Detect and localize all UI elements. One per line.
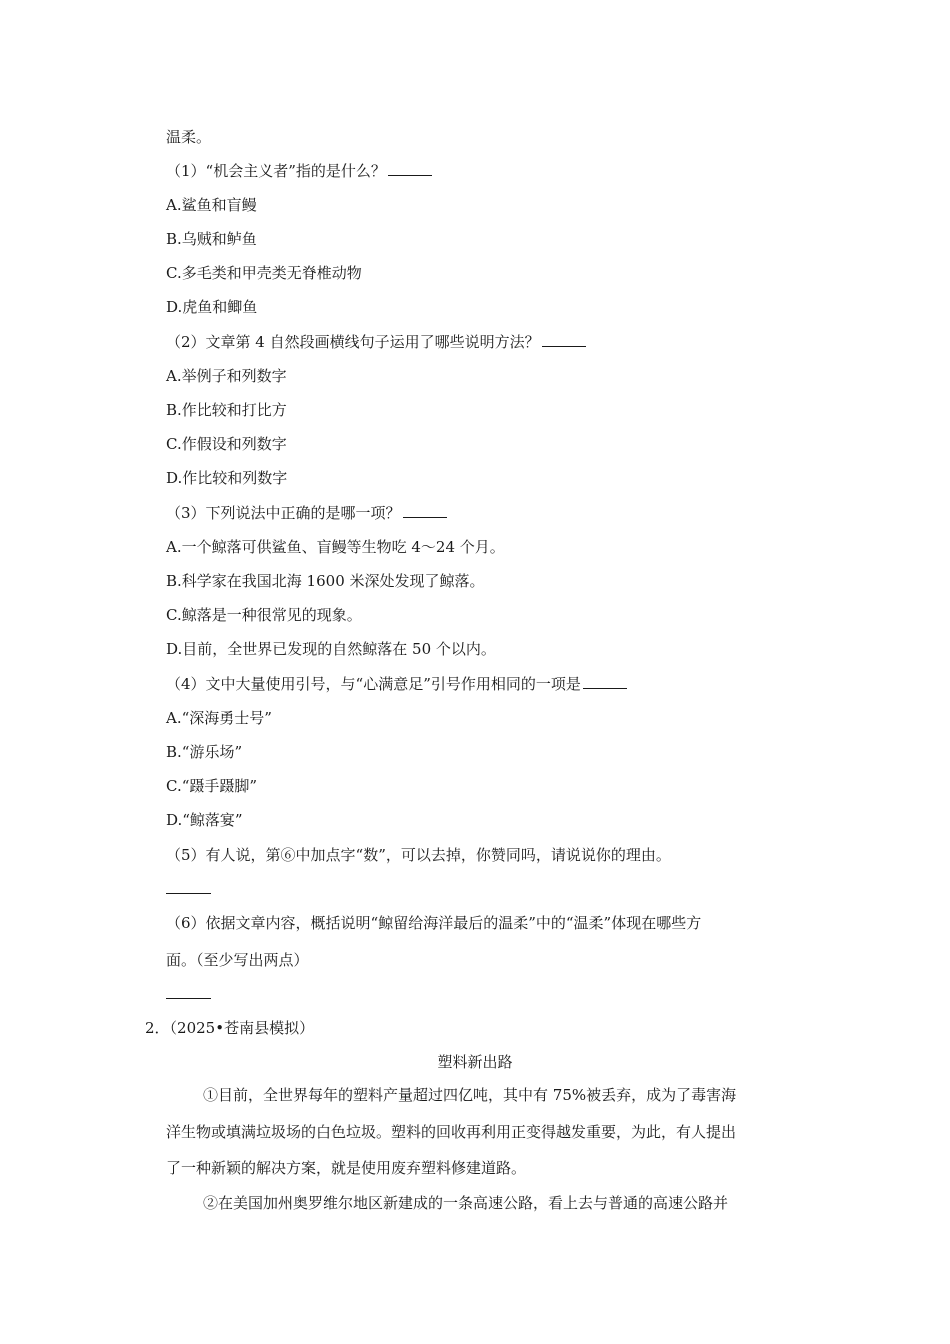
paragraph-1-line2: 洋生物或填满垃圾场的白色垃圾。塑料的回收再利用正变得越发重要，为此，有人提出 bbox=[166, 1123, 737, 1141]
paragraph-2-line1: ②在美国加州奥罗维尔地区新建成的一条高速公路，看上去与普通的高速公路并 bbox=[203, 1194, 729, 1212]
answer-blank[interactable] bbox=[166, 997, 211, 999]
question-4 bbox=[166, 674, 627, 694]
q4-option-d: D.“鲸落宴” bbox=[166, 811, 243, 829]
question-6-stem-line1: （6）依据文章内容，概括说明“鲸留给海洋最后的温柔”中的“温柔”体现在哪些方 bbox=[166, 914, 702, 932]
q4-option-c: C.“蹑手蹑脚” bbox=[166, 777, 258, 795]
q3-option-c: C.鲸落是一种很常见的现象。 bbox=[166, 606, 362, 624]
question-5-stem: （5）有人说，第⑥中加点字“数”，可以去掉，你赞同吗，请说说你的理由。 bbox=[166, 846, 671, 864]
q1-option-b: B.乌贼和鲈鱼 bbox=[166, 230, 257, 248]
q4-option-a: A.“深海勇士号” bbox=[166, 709, 272, 727]
article-title: 塑料新出路 bbox=[437, 1053, 513, 1071]
answer-blank[interactable] bbox=[583, 674, 627, 689]
question-2 bbox=[166, 332, 586, 352]
q1-option-a: A.鲨鱼和盲鳗 bbox=[166, 196, 257, 214]
q1-option-c: C.多毛类和甲壳类无脊椎动物 bbox=[166, 264, 362, 282]
question-3-stem: （3）下列说法中正确的是哪一项？ bbox=[166, 504, 401, 522]
answer-blank[interactable] bbox=[388, 161, 432, 176]
q2-option-a: A.举例子和列数字 bbox=[166, 367, 287, 385]
paragraph-1-line1: ①目前，全世界每年的塑料产量超过四亿吨，其中有 75%被丢弃，成为了毒害海 bbox=[203, 1086, 737, 1104]
question-3 bbox=[166, 503, 447, 523]
question-1-stem: （1）“机会主义者”指的是什么？ bbox=[166, 162, 386, 180]
question-4-stem: （4）文中大量使用引号，与“心满意足”引号作用相同的一项是 bbox=[166, 675, 581, 693]
q2-option-d: D.作比较和列数字 bbox=[166, 469, 288, 487]
answer-blank[interactable] bbox=[542, 332, 586, 347]
item-number: 2． bbox=[145, 1019, 170, 1037]
item-source: （2025•苍南县模拟） bbox=[169, 1019, 315, 1037]
q2-option-b: B.作比较和打比方 bbox=[166, 401, 287, 419]
q3-option-a: A.一个鲸落可供鲨鱼、盲鳗等生物吃 4～24 个月。 bbox=[166, 538, 505, 556]
paragraph-1-line3: 了一种新颖的解决方案，就是使用废弃塑料修建道路。 bbox=[166, 1159, 527, 1177]
intro-tail: 温柔。 bbox=[166, 128, 212, 146]
item-2-header bbox=[145, 1018, 314, 1038]
q2-option-c: C.作假设和列数字 bbox=[166, 435, 287, 453]
q1-option-d: D.虎鱼和鲫鱼 bbox=[166, 298, 258, 316]
question-1 bbox=[166, 161, 432, 181]
question-6-stem-line2: 面。（至少写出两点） bbox=[166, 951, 309, 969]
q4-option-b: B.“游乐场” bbox=[166, 743, 243, 761]
question-2-stem: （2）文章第 4 自然段画横线句子运用了哪些说明方法？ bbox=[166, 333, 540, 351]
answer-blank[interactable] bbox=[166, 892, 211, 894]
q3-option-d: D.目前，全世界已发现的自然鲸落在 50 个以内。 bbox=[166, 640, 496, 658]
q3-option-b: B.科学家在我国北海 1600 米深处发现了鲸落。 bbox=[166, 572, 485, 590]
answer-blank[interactable] bbox=[403, 503, 447, 518]
